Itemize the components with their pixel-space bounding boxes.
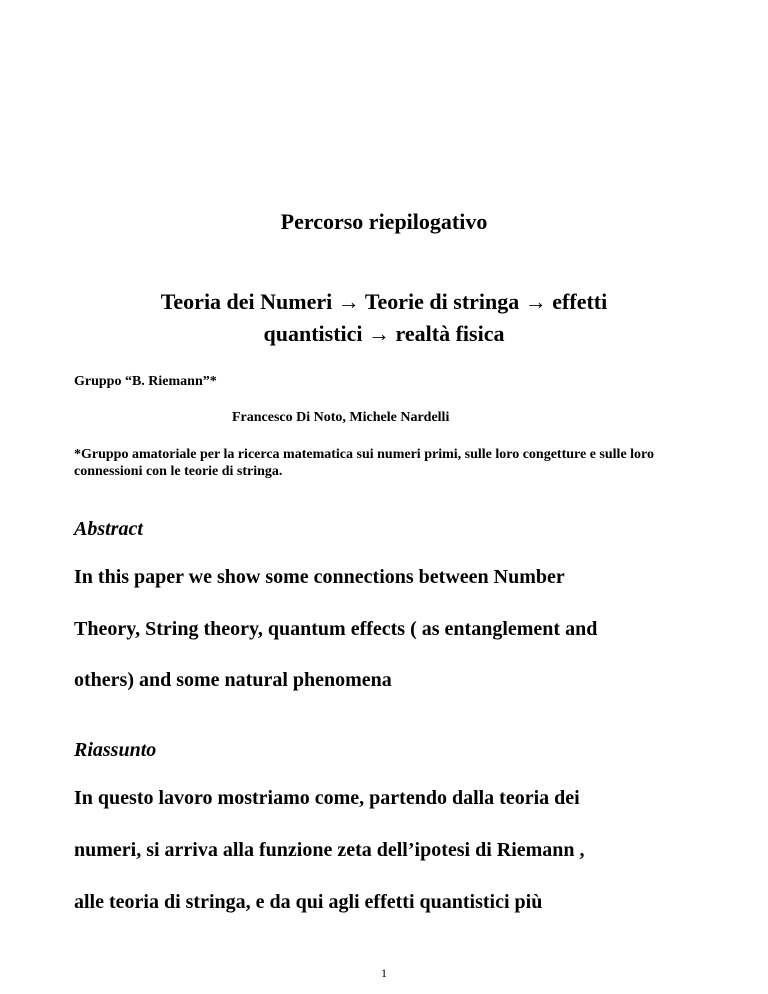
document-title: Percorso riepilogativo [280, 209, 488, 234]
riassunto-line: numeri, si arriva alla funzione zeta dell’ipotesi di Riemann , [74, 839, 585, 861]
page-number: 1 [381, 966, 387, 980]
riassunto-heading: Riassunto [74, 739, 157, 761]
abstract-line: others) and some natural phenomena [74, 669, 392, 691]
document-subtitle-line-2: quantistici → realtà fisica [263, 321, 505, 346]
abstract-heading: Abstract [74, 518, 143, 540]
authors: Francesco Di Noto, Michele Nardelli [232, 410, 450, 425]
riassunto-line: In questo lavoro mostriamo come, partendo dalla teoria dei [74, 787, 580, 809]
document-subtitle-line-1: Teoria dei Numeri → Teorie di stringa → effetti [160, 289, 608, 314]
abstract-line: Theory, String theory, quantum effects ( as entanglement and [74, 618, 598, 640]
research-group: Gruppo “B. Riemann”* [74, 374, 217, 389]
abstract-line: In this paper we show some connections between Number [74, 566, 565, 588]
riassunto-line: alle teoria di stringa, e da qui agli effetti quantistici più [74, 891, 543, 913]
group-footnote: *Gruppo amatoriale per la ricerca matematica sui numeri primi, sulle loro congetture e sulle loro connessioni con le teorie di stringa. [74, 447, 655, 479]
